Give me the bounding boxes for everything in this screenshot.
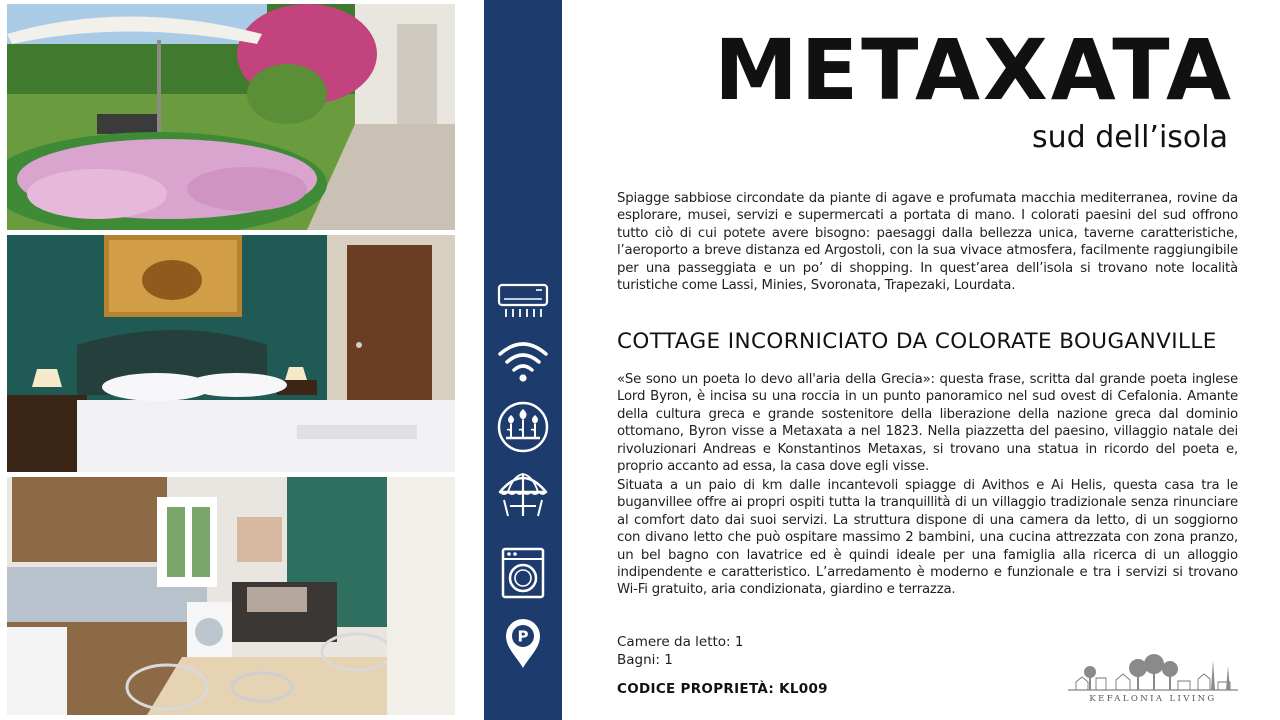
property-code: CODICE PROPRIETÀ: KL009 bbox=[617, 681, 828, 697]
kitchen-photo bbox=[7, 477, 455, 715]
property-facts bbox=[617, 634, 743, 669]
wifi-icon bbox=[496, 334, 550, 388]
logo-text: KEFALONIA LIVING bbox=[1089, 694, 1217, 704]
svg-text:P: P bbox=[517, 627, 529, 646]
parking-icon bbox=[496, 616, 550, 670]
bathrooms-count: Bagni: 1 bbox=[617, 651, 673, 668]
page-subtitle: sud dell’isola bbox=[1032, 120, 1228, 155]
amenities-bar bbox=[484, 0, 562, 720]
garden-icon bbox=[496, 400, 550, 454]
page-title: METAXATA bbox=[714, 21, 1234, 119]
garden-photo bbox=[7, 4, 455, 230]
intro-paragraph: Spiagge sabbiose circondate da piante di agave e profumata macchia mediterranea, rovine da esplorare, musei, servizi e supermercati a portata di mano. I colorati paesini del sud offrono tutto ciò di cui potete avere bisogno: paesaggi dalla bellezza unica, taverne caratteristiche, l’aeroporto a breve distanza ed Argostoli, con la sua vivace atmosfera, facilmente raggiungibile per una passeggiata e un po’ di shopping. In quest’area dell’isola si trovano note località turistiche come Lassi, Minies, Svoronata, Trapezaki, Lourdata. bbox=[617, 191, 1238, 294]
village-skyline-icon bbox=[1066, 652, 1240, 696]
air-conditioner-icon bbox=[496, 273, 550, 327]
description-paragraph-2: Situata a un paio di km dalle incantevoli spiagge di Avithos e Ai Helis, questa casa tra le buganvillee offre ai propri ospiti tutta la tranquillità di un villaggio tradizionale senza rinunciare al comfort dato dai suoi servizi. La struttura dispone di una camera da letto, di un soggiorno con divano letto che può ospitare massimo 2 bambini, una cucina attrezzata con zona pranzo, un bel bagno con lavatrice ed è quindi ideale per una famiglia alla ricerca di un alloggio indipendente e caratteristico. L’arredamento è moderno e funzionale e tra i servizi si trovano Wi-Fi gratuito, aria condizionata, giardino e terrazza. bbox=[617, 478, 1238, 598]
section-title: COTTAGE INCORNICIATO DA COLORATE BOUGANVILLE bbox=[617, 329, 1217, 354]
kefalonia-living-logo bbox=[1066, 652, 1240, 710]
bedroom-photo bbox=[7, 235, 455, 472]
description-paragraph-1: «Se sono un poeta lo devo all'aria della Grecia»: questa frase, scritta dal grande poeta inglese Lord Byron, è incisa su una roccia in un punto panoramico nel sud ovest di Cefalonia. Amante della cultura greca e grande sostenitore della liberazione della nazione greca dal dominio ottomano, Byron visse a Metaxata a nel 1823. Nella piazzetta del paesino, villaggio natale dei rivoluzionari Andreas e Konstantinos Metaxas, si trovano una statua in ricordo del poeta e, proprio accanto ad essa, la casa dove egli visse. bbox=[617, 372, 1238, 475]
terrace-icon bbox=[496, 468, 550, 522]
bedrooms-count: Camere da letto: 1 bbox=[617, 634, 744, 650]
washing-machine-icon bbox=[496, 546, 550, 600]
